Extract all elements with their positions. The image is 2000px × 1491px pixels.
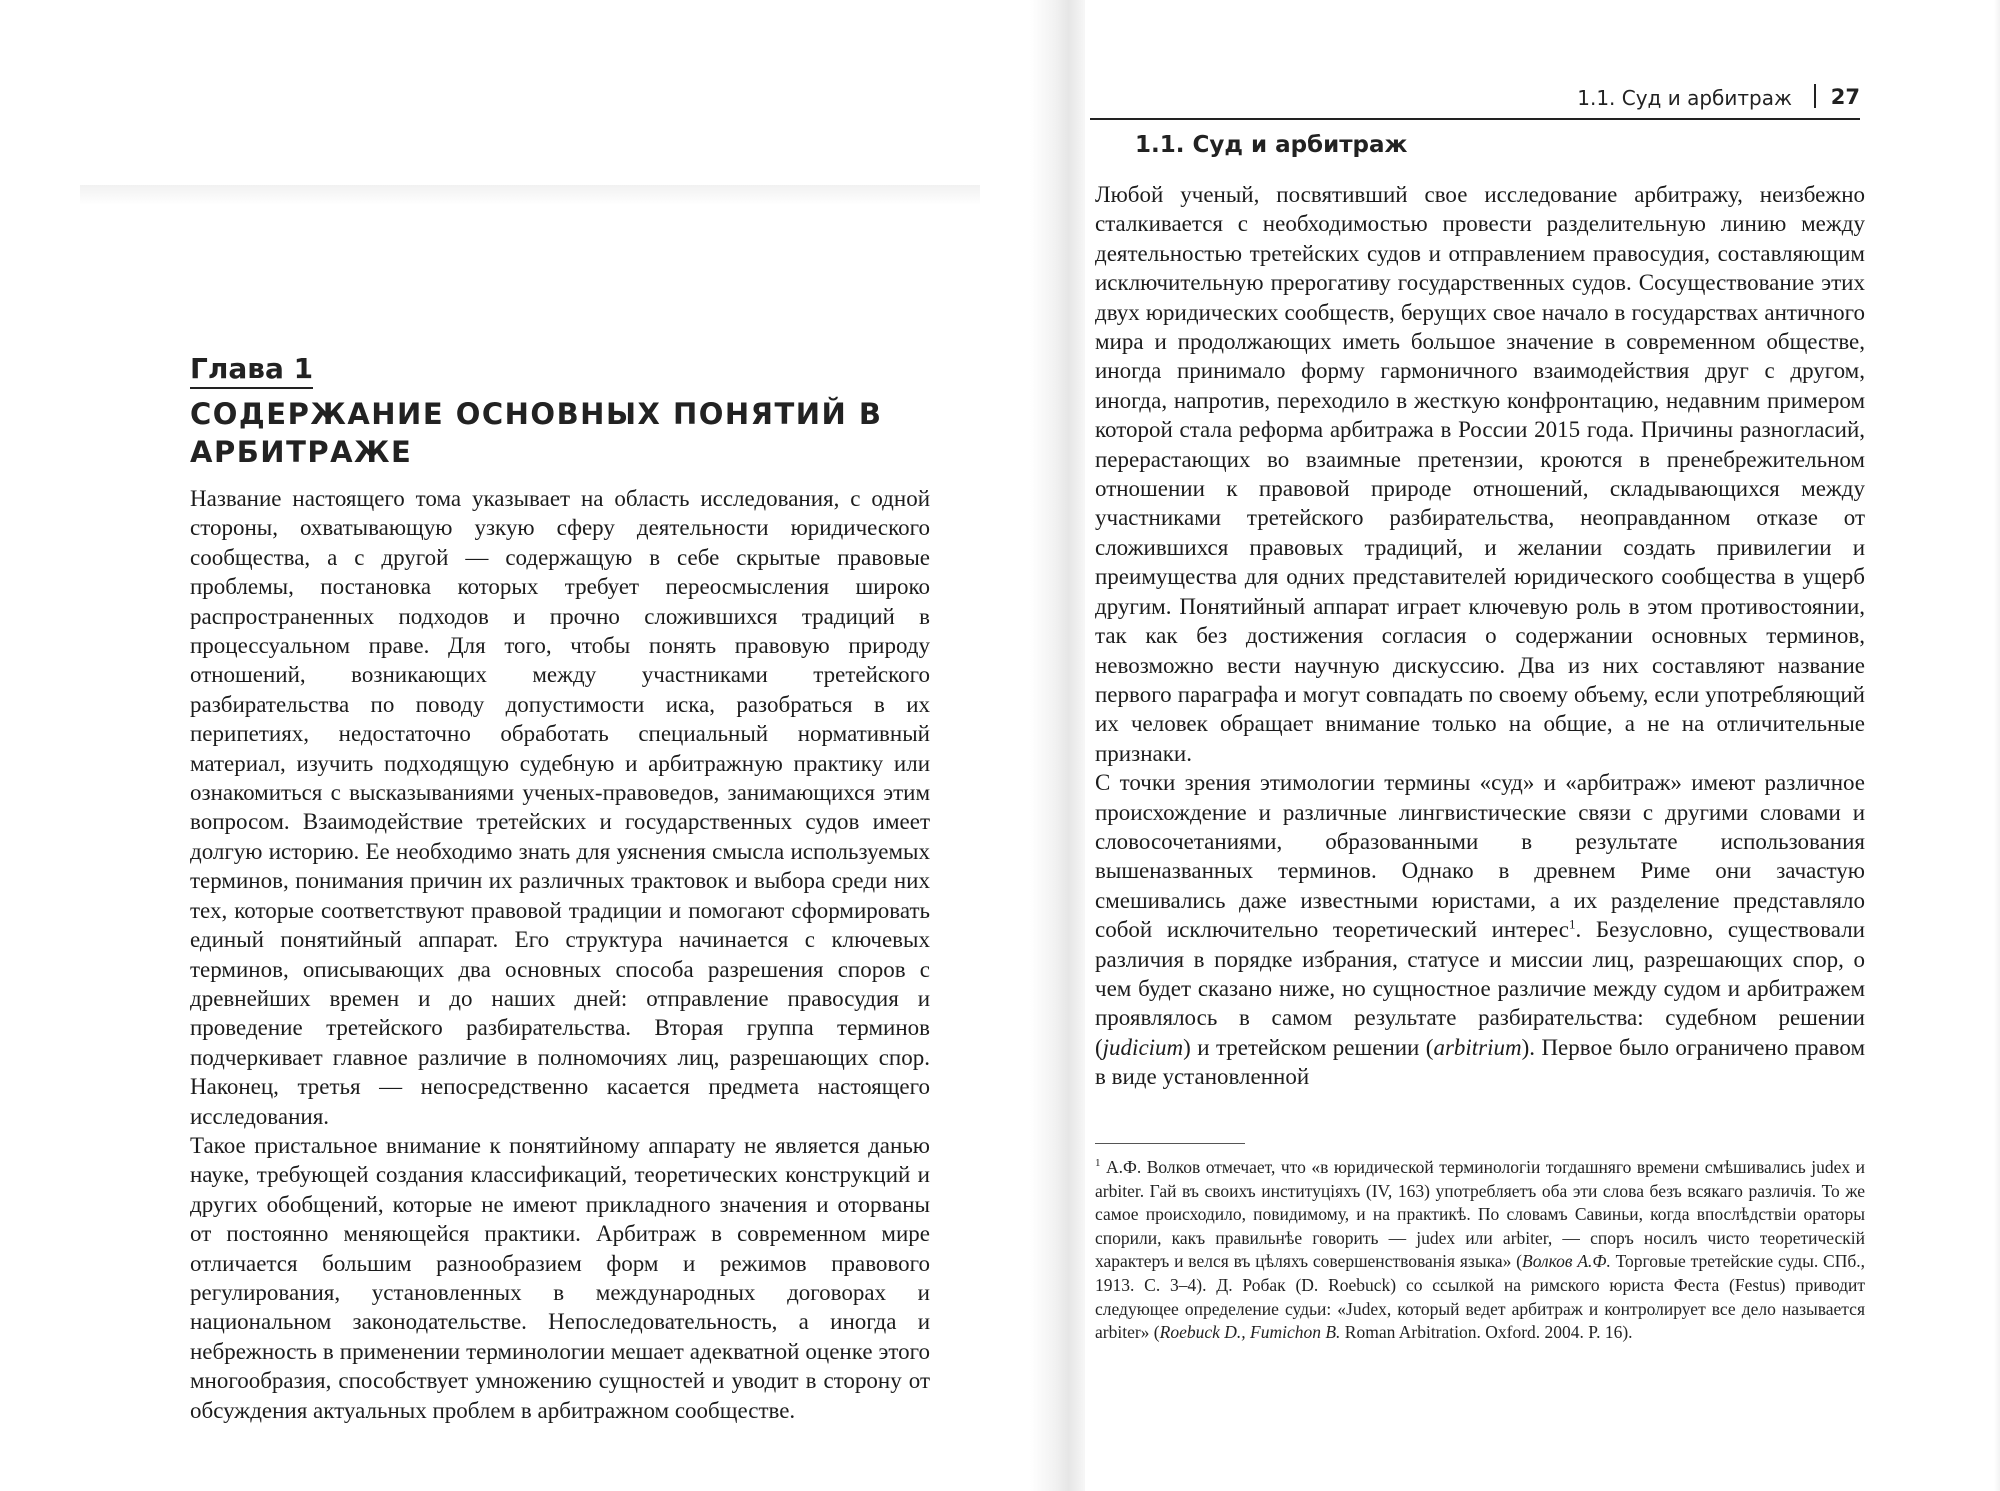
running-head — [1090, 84, 1860, 120]
text-run: Roman Arbitration. Oxford. 2004. P. 16). — [1340, 1322, 1633, 1343]
right-page-body — [1095, 180, 1865, 1092]
right-paragraph-2 — [1095, 768, 1865, 1091]
running-head-separator — [1814, 84, 1816, 108]
page-number: 27 — [1830, 85, 1860, 109]
text-run: . Безусловно, существовали различия в порядке избрания, статусе и миссии лиц, разрешающих спор, о чем будет сказано ниже, но сущностное различие между судом и арбитражем проявлялось в самом результате разбирательства: судебном решении ( — [1095, 917, 1865, 1060]
author-citation: Roebuck D., Fumichon B. — [1159, 1322, 1341, 1343]
left-paragraph-2: Такое пристальное внимание к понятийному аппарату не является данью науке, требующей создания классификаций, теоретических конструкций и других обобщений, которые не имеют прикладного значения и оторваны от постоянно меняющейся практики. Арбитраж в современном мире отличается большим разнообразием форм и режимов правового регулирования, установленных в международных договорах и национальном законодательстве. Непоследовательность, а иногда и небрежность в применении терминологии мешает адекватной оценке этого многообразия, способствует умножению сущностей и уводит в сторону от обсуждения актуальных проблем в арбитражном сообществе. — [190, 1132, 930, 1423]
left-paragraph-1: Название настоящего тома указывает на область исследования, с одной стороны, охватывающую узкую сферу деятельности юридического сообщества, а с другой — содержащую в себе скрытые правовые проблемы, постановка которых требует переосмысления широко распространенных подходов и прочно сложившихся традиций в процессуальном праве. Для того, чтобы понять правовую природу отношений, возникающих между участниками третейского разбирательства по поводу допустимости иска, разобраться в их перипетиях, недостаточно обработать специальный нормативный материал, изучить подходящую судебную и арбитражную практику или ознакомиться с высказываниями ученых-правоведов, занимающихся этим вопросом. Взаимодействие третейских и государственных судов имеет долгую историю. Ее необходимо знать для уяснения смысла используемых терминов, понимания причин их различных трактовок и выбора среди них тех, которые соответствуют правовой традиции и помогают сформировать единый понятийный аппарат. Его структура начинается с ключевых терминов, описывающих два основных способа разрешения споров с древнейших времен и до наших дней: отправление правосудия и проведение третейского разбирательства. Вторая группа терминов подчеркивает главное различие в полномочиях лиц, разрешающих спор. Наконец, третья — непосредственно касается предмета настоящего исследования. — [190, 486, 930, 1129]
page-edge — [1994, 0, 2000, 1491]
text-run: Торговые третейские суды. СПб., 1913. С. 3–4). Д. Робак (D. Roebuck) со ссылкой на римского юриста Феста (Festus) приводит следующее определение судьи: «Judex, который ведет арбитраж и контролирует все дело называется arbiter» ( — [1095, 1251, 1866, 1343]
footnote-mark: 1 — [1095, 1157, 1101, 1170]
text-run: С точки зрения этимологии термины «суд» и «арбитраж» имеют различное происхождение и различные лингвистические связи с другими словами и словосочетаниями, образованными в результате использования вышеназванных терминов. Однако в древнем Риме они зачастую смешивались даже известными юристами, а их разделение представляло собой исключительно теоретический интерес — [1095, 770, 1865, 943]
text-run: А.Ф. Волков отмечает, что «в юридической терминологіи тогдашняго времени смѣшивались judex и arbiter. Гай въ своихъ институціяхъ (IV, 163) употребляетъ оба эти слова безъ всякаго различія. То же самое происходило, повидимому, и на практикѣ. По словамъ Савиньи, когда впослѣдствіи ораторы спорили, какъ правильнѣе говорить — judex или arbiter, — споръ носилъ чисто теоретическій характеръ и велся въ цѣляхъ совершенствованія языка» ( — [1095, 1157, 1865, 1272]
page-shadow — [80, 185, 980, 205]
text-run: ). Первое было ограничено правом в виде установленной — [1095, 1034, 1865, 1090]
section-heading: 1.1. Суд и арбитраж — [1135, 132, 1408, 158]
chapter-title: СОДЕРЖАНИЕ ОСНОВНЫХ ПОНЯТИЙ В АРБИТРАЖЕ — [190, 397, 883, 469]
running-head-title: 1.1. Суд и арбитраж — [1577, 86, 1792, 110]
chapter-label: Глава 1 — [190, 352, 313, 389]
footnote-1 — [1095, 1156, 1865, 1345]
footnote-divider — [1095, 1143, 1245, 1144]
latin-term: arbitrium — [1433, 1034, 1522, 1060]
author-citation: Волков А.Ф. — [1522, 1251, 1611, 1272]
left-page-body — [190, 484, 930, 1425]
footnotes — [1095, 1156, 1865, 1345]
book-gutter — [1030, 0, 1085, 1491]
right-paragraph-1: Любой ученый, посвятивший свое исследование арбитражу, неизбежно сталкивается с необходимостью провести разделительную линию между деятельностью третейских судов и отправлением правосудия, составляющим исключительную прерогативу государственных судов. Сосуществование этих двух юридических сообществ, берущих свое начало в государствах античного мира и продолжающих иметь большое значение в современном обществе, иногда принимало форму гармоничного взаимодействия друг с другом, иногда, напротив, переходило в жесткую конфронтацию, недавним примером которой стала реформа арбитража в России 2015 года. Причины разногласий, перерастающих во взаимные претензии, кроются в пренебрежительном отношении к правовой природе отношений, складывающихся между участниками третейского разбирательства, неоправданном отказе от сложившихся правовых традиций, и желании создать привилегии и преимущества для одних представителей юридического сообщества в ущерб другим. Понятийный аппарат играет ключевую роль в этом противостоянии, так как без достижения согласия о содержании основных терминов, невозможно вести научную дискуссию. Два из них составляют название первого параграфа и могут совпадать по своему объему, если употребляющий их человек обращает внимание только на общие, а не на отличительные признаки. — [1095, 182, 1865, 766]
text-run: ) и третейском решении ( — [1183, 1034, 1434, 1060]
latin-term: judicium — [1102, 1034, 1184, 1060]
footnote-reference: 1 — [1569, 916, 1576, 932]
